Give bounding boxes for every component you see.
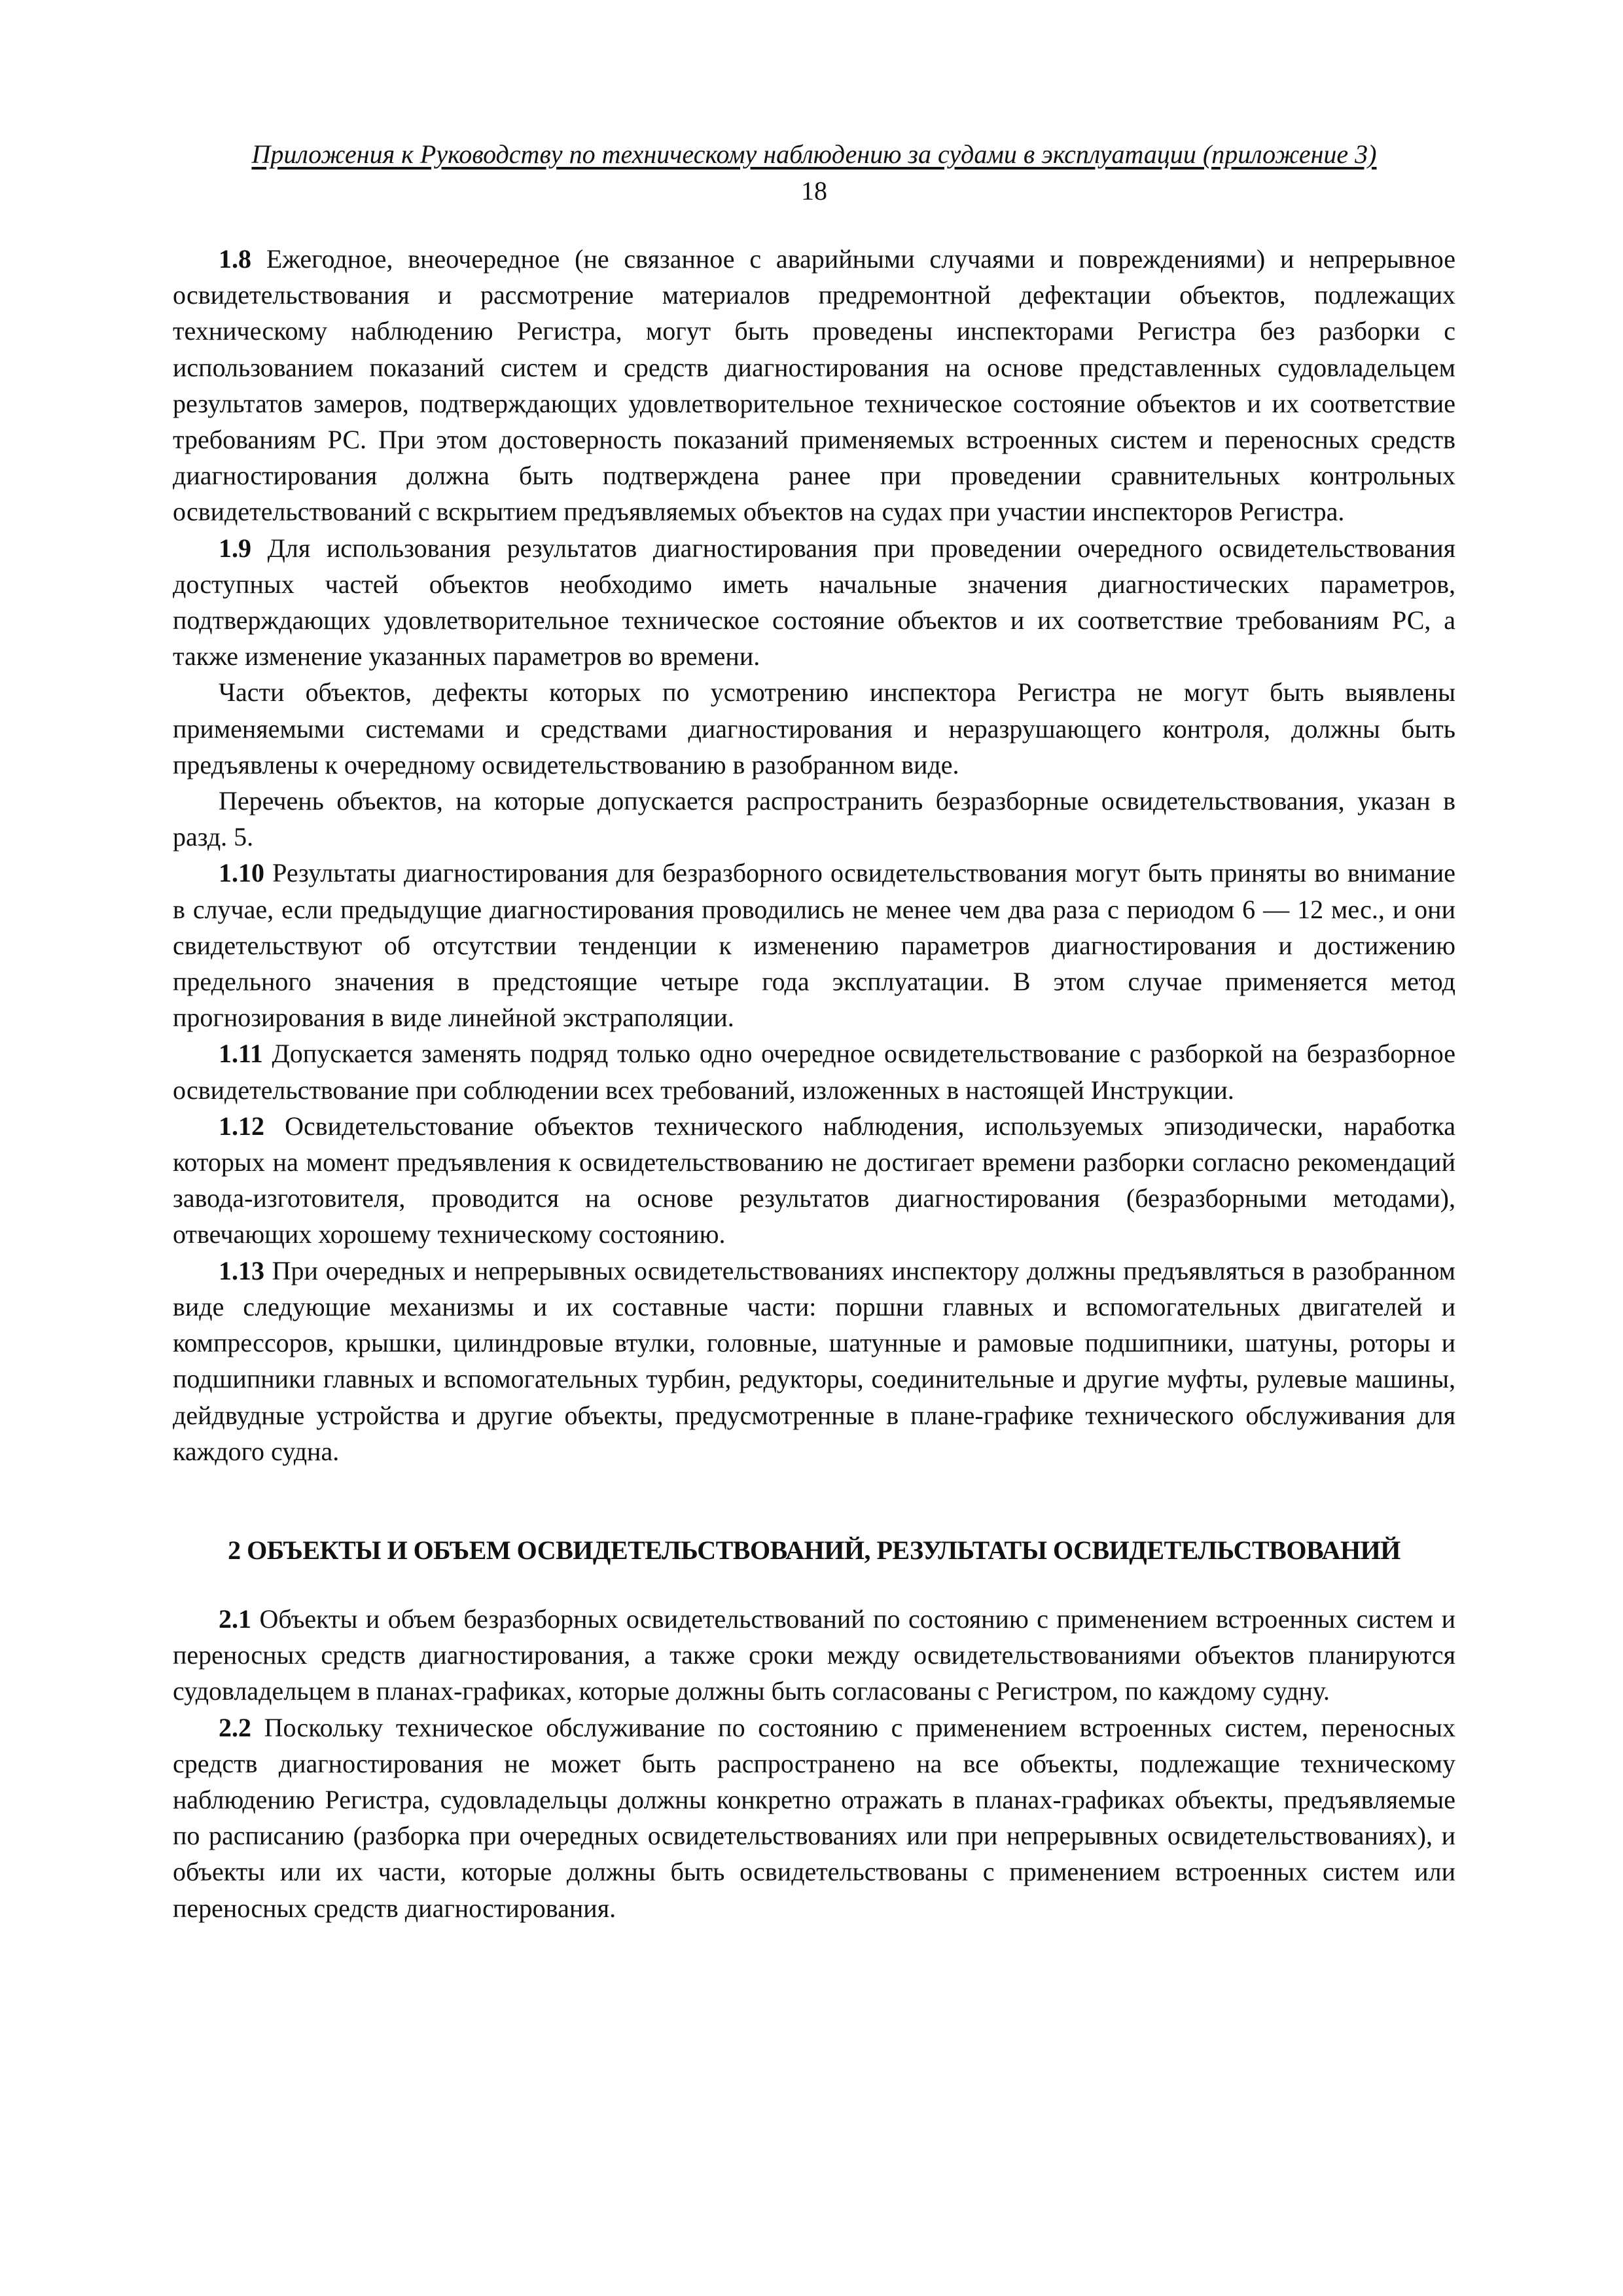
paragraph-text: Результаты диагностирования для безразборного освидетельствования могут быть приняты во внимание в случае, если предыдущие диагностирования проводились не менее чем два раза с периодом 6 — 12 мес., и они свидетельствуют об отсутствии тенденции к изменению параметров диагностирования и достижению предельного значения в предстоящие четыре года эксплуатации. В этом случае применяется метод прогнозирования в виде линейной экстраполяции. (173, 858, 1455, 1033)
paragraph-text: Перечень объектов, на которые допускается распространить безразборные освидетельствования, указан в разд. 5. (173, 786, 1455, 852)
paragraph-1-13 (173, 1253, 1455, 1469)
section-2-body (173, 1601, 1455, 1926)
paragraph-text: Ежегодное, внеочередное (не связанное с аварийными случаями и повреждениями) и непрерывное освидетельствования и рассмотрение материалов предремонтной дефектации объектов, подлежащих техническому наблюдению Регистра, могут быть проведены инспекторами Регистра без разборки с использованием показаний систем и средств диагностирования на основе представленных судовладельцем результатов замеров, подтверждающих удовлетворительное техническое состояние объектов и их соответствие требованиям РС. При этом достоверность показаний применяемых встроенных систем и переносных средств диагностирования должна быть подтверждена ранее при проведении сравнительных контрольных освидетельствований с вскрытием предъявляемых объектов на судах при участии инспекторов Регистра. (173, 244, 1455, 527)
clause-number: 1.13 (219, 1255, 264, 1285)
paragraph-text: При очередных и непрерывных освидетельствованиях инспектору должны предъявляться в разобранном виде следующие механизмы и их составные части: поршни главных и вспомогательных двигателей и компрессоров, крышки, цилиндровые втулки, головные, шатунные и рамовые подшипники, шатуны, роторы и подшипники главных и вспомогательных турбин, редукторы, соединительные и другие муфты, рулевые машины, дейдвудные устройства и другие объекты, предусмотренные в плане-графике технического обслуживания для каждого судна. (173, 1255, 1455, 1466)
clause-number: 1.8 (219, 244, 251, 274)
paragraph-1-9 (173, 530, 1455, 675)
paragraph-1-12 (173, 1108, 1455, 1253)
clause-number: 1.10 (219, 858, 264, 888)
paragraph-1-10 (173, 855, 1455, 1035)
section-1-body (173, 241, 1455, 1469)
paragraph-text: Для использования результатов диагностирования при проведении очередного освидетельствования доступных частей объектов необходимо иметь начальные значения диагностических параметров, подтверждающих удовлетворительное техническое состояние объектов и их соответствие требованиям РС, а также изменение указанных параметров во времени. (173, 533, 1455, 672)
paragraph-text: Части объектов, дефекты которых по усмотрению инспектора Регистра не могут быть выявлены применяемыми системами и средствами диагностирования и неразрушающего контроля, должны быть предъявлены к очередному освидетельствованию в разобранном виде. (173, 677, 1455, 780)
paragraph-1-9-list (173, 783, 1455, 855)
section-2-heading: 2 ОБЪЕКТЫ И ОБЪЕМ ОСВИДЕТЕЛЬСТВОВАНИЙ, РЕЗУЛЬТАТЫ ОСВИДЕТЕЛЬСТВОВАНИЙ (228, 1535, 1400, 1565)
document-page (173, 137, 1455, 1926)
paragraph-2-2 (173, 1710, 1455, 1926)
clause-number: 2.2 (219, 1712, 251, 1742)
paragraph-text: Поскольку техническое обслуживание по состоянию с применением встроенных систем, переносных средств диагностирования не может быть распространено на все объекты, подлежащие техническому наблюдению Регистра, судовладельцы должны конкретно отражать в планах-графиках объекты, предъявляемые по расписанию (разборка при очередных освидетельствованиях или при непрерывных освидетельствованиях), и объекты или их части, которые должны быть освидетельствованы с применением встроенных систем или переносных средств диагностирования. (173, 1712, 1455, 1923)
paragraph-1-11 (173, 1035, 1455, 1107)
page-number: 18 (801, 176, 827, 206)
clause-number: 1.9 (219, 533, 251, 563)
paragraph-text: Освидетельстование объектов технического наблюдения, используемых эпизодически, наработка которых на момент предъявления к освидетельствованию не достигает времени разборки согласно рекомендаций завода-изготовителя, проводится на основе результатов диагностирования (безразборными методами), отвечающих хорошему техническому состоянию. (173, 1111, 1455, 1249)
paragraph-1-8 (173, 241, 1455, 530)
clause-number: 1.12 (219, 1111, 264, 1141)
paragraph-text: Допускается заменять подряд только одно очередное освидетельствование с разборкой на безразборное освидетельствование при соблюдении всех требований, изложенных в настоящей Инструкции. (173, 1039, 1455, 1105)
paragraph-2-1 (173, 1601, 1455, 1710)
paragraph-text: Объекты и объем безразборных освидетельствований по состоянию с применением встроенных систем и переносных средств диагностирования, а также сроки между освидетельствованиями объектов планируются судовладельцем в планах-графиках, которые должны быть согласованы с Регистром, по каждому судну. (173, 1604, 1455, 1706)
paragraph-1-9-parts (173, 674, 1455, 783)
clause-number: 1.11 (219, 1039, 263, 1069)
clause-number: 2.1 (219, 1604, 251, 1634)
running-header: Приложения к Руководству по техническому наблюдению за судами в эксплуатации (приложение 3) (251, 139, 1377, 169)
